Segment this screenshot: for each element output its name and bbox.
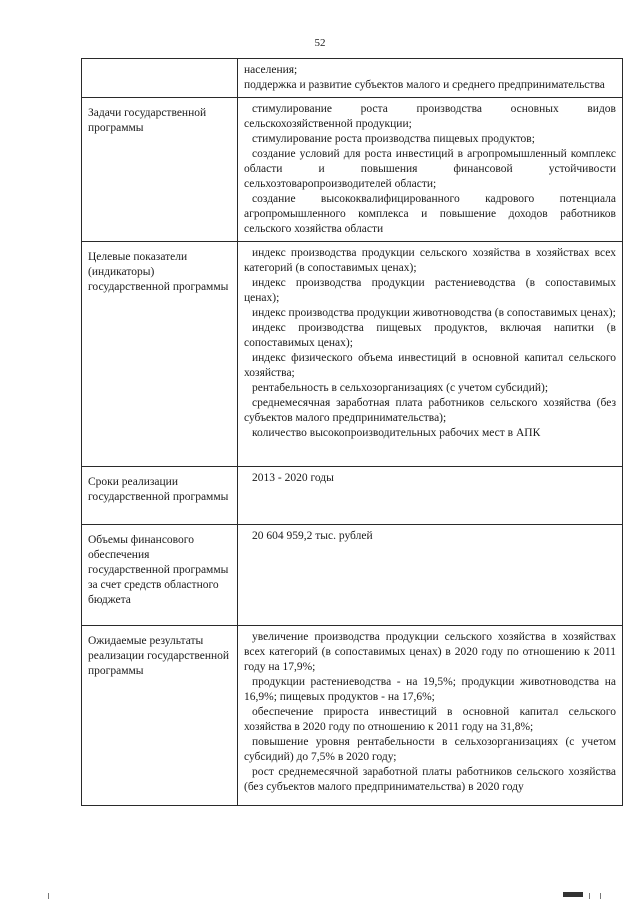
scan-artifact xyxy=(48,893,49,899)
row-content xyxy=(238,467,623,525)
table-row xyxy=(82,626,623,806)
paragraph: увеличение производства продукции сельского хозяйства в хозяйствах всех категорий (в сопоставимых ценах) в 2020 году по отношению к 2011 году на 17,9%; xyxy=(244,631,616,673)
paragraph: индекс физического объема инвестиций в основной капитал сельского хозяйства; xyxy=(244,352,616,379)
paragraph: 20 604 959,2 тыс. рублей xyxy=(252,530,373,542)
program-passport-table xyxy=(81,58,623,806)
row-label: Целевые показатели (индикаторы) государственной программы xyxy=(82,242,238,467)
table-row xyxy=(82,525,623,626)
table-row xyxy=(82,98,623,242)
paragraph: продукции растениеводства - на 19,5%; продукции животноводства на 16,9%; пищевых продуктов - на 17,6%; xyxy=(244,676,616,703)
row-label: Сроки реализации государственной программы xyxy=(82,467,238,525)
row-content xyxy=(238,626,623,806)
row-label: Объемы финансового обеспечения государственной программы за счет средств областного бюджета xyxy=(82,525,238,626)
paragraph: среднемесячная заработная плата работников сельского хозяйства (без субъектов малого предпринимательства); xyxy=(244,397,616,424)
table-row xyxy=(82,242,623,467)
row-content xyxy=(238,59,623,98)
row-label: Ожидаемые результаты реализации государственной программы xyxy=(82,626,238,806)
scan-artifact xyxy=(563,892,583,897)
paragraph: индекс производства продукции животноводства (в сопоставимых ценах); xyxy=(252,307,616,319)
table-row xyxy=(82,59,623,98)
row-label: Задачи государственной программы xyxy=(82,98,238,242)
paragraph: рентабельность в сельхозорганизациях (с учетом субсидий); xyxy=(252,382,549,394)
paragraph: стимулирование роста производства пищевых продуктов; xyxy=(252,133,535,145)
row-label xyxy=(82,59,238,98)
table-row xyxy=(82,467,623,525)
paragraph: стимулирование роста производства основных видов сельскохозяйственной продукции; xyxy=(244,103,616,130)
paragraph: рост среднемесячной заработной платы работников сельского хозяйства (без субъектов малого предпринимательства) в 2020 году xyxy=(244,766,616,793)
scan-artifact xyxy=(600,893,601,899)
paragraph: создание высококвалифицированного кадрового потенциала агропромышленного комплекса и повышение доходов работников сельского хозяйства области xyxy=(244,193,616,235)
page-number: 52 xyxy=(314,37,326,49)
paragraph: индекс производства пищевых продуктов, включая напитки (в сопоставимых ценах); xyxy=(244,322,616,349)
row-content xyxy=(238,242,623,467)
paragraph: индекс производства продукции растениеводства (в сопоставимых ценах); xyxy=(244,277,616,304)
row-content xyxy=(238,98,623,242)
paragraph: 2013 - 2020 годы xyxy=(252,472,334,484)
paragraph: населения; xyxy=(244,64,298,76)
paragraph: поддержка и развитие субъектов малого и среднего предпринимательства xyxy=(244,79,605,91)
scan-artifact xyxy=(589,893,590,899)
paragraph: количество высокопроизводительных рабочих мест в АПК xyxy=(252,427,541,439)
paragraph: индекс производства продукции сельского хозяйства в хозяйствах всех категорий (в сопоставимых ценах); xyxy=(244,247,616,274)
paragraph: создание условий для роста инвестиций в агропромышленный комплекс области и повышения финансовой устойчивости сельхозтоваропроизводителей области; xyxy=(244,148,616,190)
paragraph: обеспечение прироста инвестиций в основной капитал сельского хозяйства в 2020 году по отношению к 2011 году на 31,8%; xyxy=(244,706,616,733)
paragraph: повышение уровня рентабельности в сельхозорганизациях (с учетом субсидий) до 7,5% в 2020 году; xyxy=(244,736,616,763)
row-content xyxy=(238,525,623,626)
